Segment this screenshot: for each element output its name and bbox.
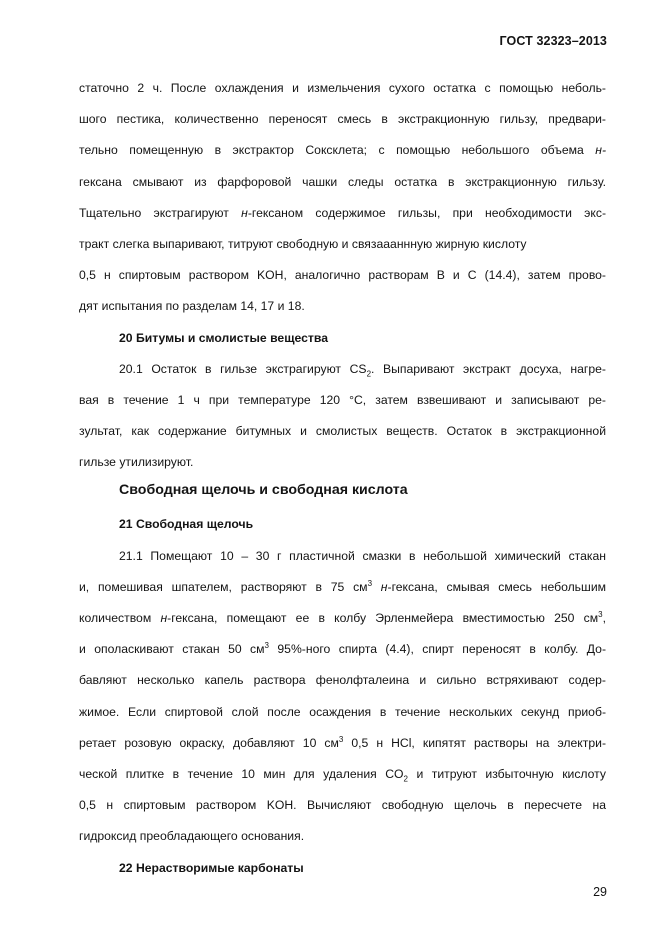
text-line: вая в течение 1 ч при температуре 120 °С, затем взвешивают и записывают ре- (79, 392, 606, 407)
section-21-heading: 21 Свободная щелочь (119, 517, 254, 532)
section-20-heading: 20 Битумы и смолистые вещества (119, 330, 328, 345)
text-line: тракт слегка выпаривают, титруют свободную и связаааннную жирную кислоту (79, 236, 527, 251)
page-number: 29 (593, 885, 607, 899)
text-line: 0,5 н спиртовым раствором KOH. Вычисляют свободную щелочь в пересчете на (79, 798, 606, 813)
main-section-heading: Свободная щелочь и свободная кислота (119, 482, 408, 499)
text-line: ретает розовую окраску, добавляют 10 $см^3$ 0,5 н HCl, кипятят растворы на электри- (79, 734, 606, 750)
text-line: дят испытания по разделам 14, 17 и 18. (79, 299, 305, 314)
document-header-id: ГОСТ 32323–2013 (499, 34, 607, 48)
text-line: и ополаскивают стакан 50 $см^3$ 95%-ного спирта (4.4), спирт переносят в колбу. До- (79, 641, 606, 657)
text-line: бавляют несколько капель раствора фенолфталеина и сильно встряхивают содер- (79, 673, 606, 688)
text-line: гексана смывают из фарфоровой чашки следы остатка в экстракционную гильзу. (79, 174, 606, 189)
text-line: тельно помещенную в экстрактор Соксклета; с помощью небольшого объема н- (79, 143, 606, 158)
section-22-heading: 22 Нерастворимые карбонаты (119, 860, 304, 875)
text-line: ческой плитке в течение 10 мин для удаления $CO_2$ и титруют избыточную кислоту (79, 766, 606, 784)
text-line: Тщательно экстрагируют н-гексаном содержимое гильзы, при необходимости экс- (79, 205, 606, 220)
text-line: статочно 2 ч. После охлаждения и измельчения сухого остатка с помощью неболь- (79, 81, 606, 95)
text-line: зультат, как содержание битумных и смолистых веществ. Остаток в экстракционной (79, 424, 606, 439)
text-line: 0,5 н спиртовым раствором KOH, аналогично растворам B и C (14.4), затем прово- (79, 268, 606, 283)
text-line: шого пестика, количественно переносят смесь в экстракционную гильзу, предвари- (79, 112, 606, 127)
page-body (79, 78, 606, 889)
text-line: гидроксид преобладающего основания. (79, 829, 305, 844)
text-line: жимое. Если спиртовой слой после осаждения в течение нескольких секунд приоб- (79, 704, 606, 719)
text-line: 21.1 Помещают 10 – 30 г пластичной смазки в небольшой химический стакан (119, 548, 606, 563)
text-line: гильзе утилизируют. (79, 455, 194, 470)
text-line: и, помешивая шпателем, растворяют в 75 $см^3$ н-гексана, смывая смесь небольшим (79, 578, 606, 594)
text-line: количеством н-гексана, помещают ее в колбу Эрленмейера вместимостью 250 $см^3$, (79, 609, 606, 625)
text-line: 20.1 Остаток в гильзе экстрагируют $CS_2$. Выпаривают экстракт досуха, нагре- (119, 361, 606, 379)
